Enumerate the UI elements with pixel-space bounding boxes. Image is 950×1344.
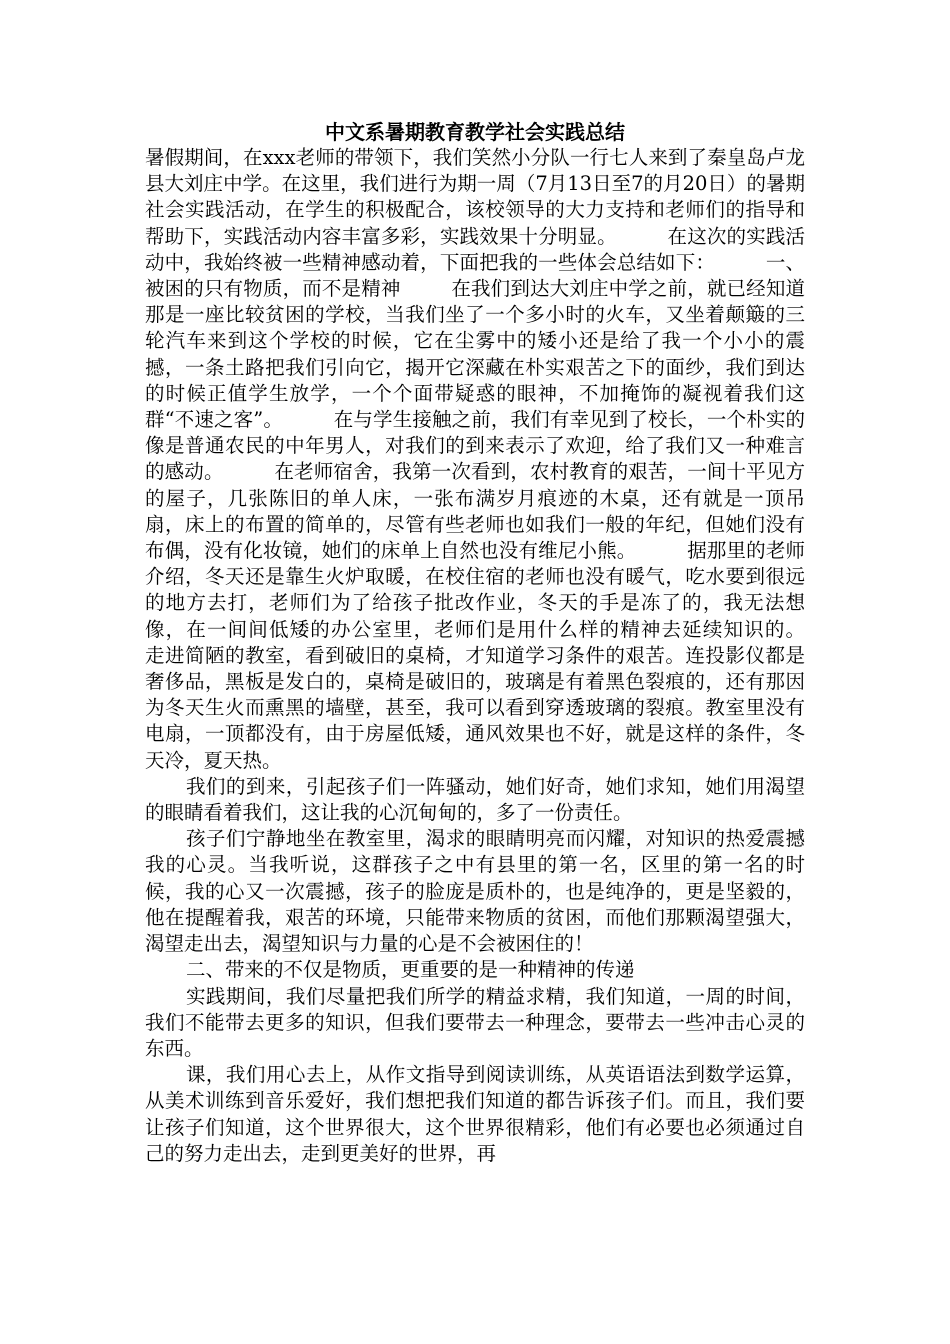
paragraph-children: 孩子们宁静地坐在教室里，渴求的眼睛明亮而闪耀，对知识的热爱震撼我的心灵。当我听说，这群孩子之中有县里的第一名，区里的第一名的时候，我的心又一次震撼，孩子的脸庞是质朴的，也是纯净的，更是坚毅的，他在提醒着我，艰苦的环境，只能带来物质的贫困，而他们那颗渴望强大，渴望走出去，渴望知识与力量的心是不会被困住的！ (145, 827, 805, 956)
document-title: 中文系暑期教育教学社会实践总结 (325, 120, 625, 144)
document-body (145, 145, 855, 1167)
paragraph-intro: 暑假期间，在xxx老师的带领下，我们笑然小分队一行七人来到了秦皇岛卢龙县大刘庄中学。在这里，我们进行为期一周（7月13日至7的月20日）的暑期社会实践活动，在学生的积极配合，该校领导的大力支持和老师们的指导和帮助下，实践活动内容丰富多彩，实践效果十分明显。 在这次的实践活动中，我始终被一些精神感动着，下面把我的一些体会总结如下： 一、被困的只有物质，而不是精神 在我们到达大刘庄中学之前，就已经知道那是一座比较贫困的学校，当我们坐了一个多小时的火车，又坐着颠簸的三轮汽车来到这个学校的时候，它在尘雾中的矮小还是给了我一个小小的震撼，一条土路把我们引向它，揭开它深藏在朴实艰苦之下的面纱，我们到达的时候正值学生放学，一个个面带疑惑的眼神，不加掩饰的凝视着我们这群“不速之客”。 在与学生接触之前，我们有幸见到了校长，一个朴实的像是普通农民的中年男人，对我们的到来表示了欢迎，给了我们又一种难言的感动。 在老师宿舍，我第一次看到，农村教育的艰苦，一间十平见方的屋子，几张陈旧的单人床，一张布满岁月痕迹的木桌，还有就是一顶吊扇，床上的布置的简单的，尽管有些老师也如我们一般的年纪，但她们没有布偶，没有化妆镜，她们的床单上自然也没有维尼小熊。 据那里的老师介绍，冬天还是靠生火炉取暖，在校住宿的老师也没有暖气，吃水要到很远的地方去打，老师们为了给孩子批改作业，冬天的手是冻了的，我无法想像，在一间间低矮的办公室里，老师们是用什么样的精神去延续知识的。 走进简陋的教室，看到破旧的桌椅，才知道学习条件的艰苦。连投影仪都是奢侈品，黑板是发白的，桌椅是破旧的，玻璃是有着黑色裂痕的，还有那因为冬天生火而熏黑的墙壁，甚至，我可以看到穿透玻璃的裂痕。教室里没有电扇，一顶都没有，由于房屋低矮，通风效果也不好，就是这样的条件，冬天冷，夏天热。 (145, 146, 855, 772)
section-heading-2: 二、带来的不仅是物质，更重要的是一种精神的传递 (185, 958, 635, 982)
paragraph-arrival: 我们的到来，引起孩子们一阵骚动，她们好奇，她们求知，她们用渴望的眼睛看着我们，这让我的心沉甸甸的，多了一份责任。 (145, 774, 805, 825)
paragraph-lessons: 课，我们用心去上，从作文指导到阅读训练，从英语语法到数学运算，从美术训练到音乐爱好，我们想把我们知道的都告诉孩子们。而且，我们要让孩子们知道，这个世界很大，这个世界很精彩，他们有必要也必须通过自己的努力走出去，走到更美好的世界，再 (145, 1063, 805, 1165)
paragraph-practice: 实践期间，我们尽量把我们所学的精益求精，我们知道，一周的时间，我们不能带去更多的知识，但我们要带去一种理念，要带去一些冲击心灵的东西。 (145, 984, 805, 1060)
